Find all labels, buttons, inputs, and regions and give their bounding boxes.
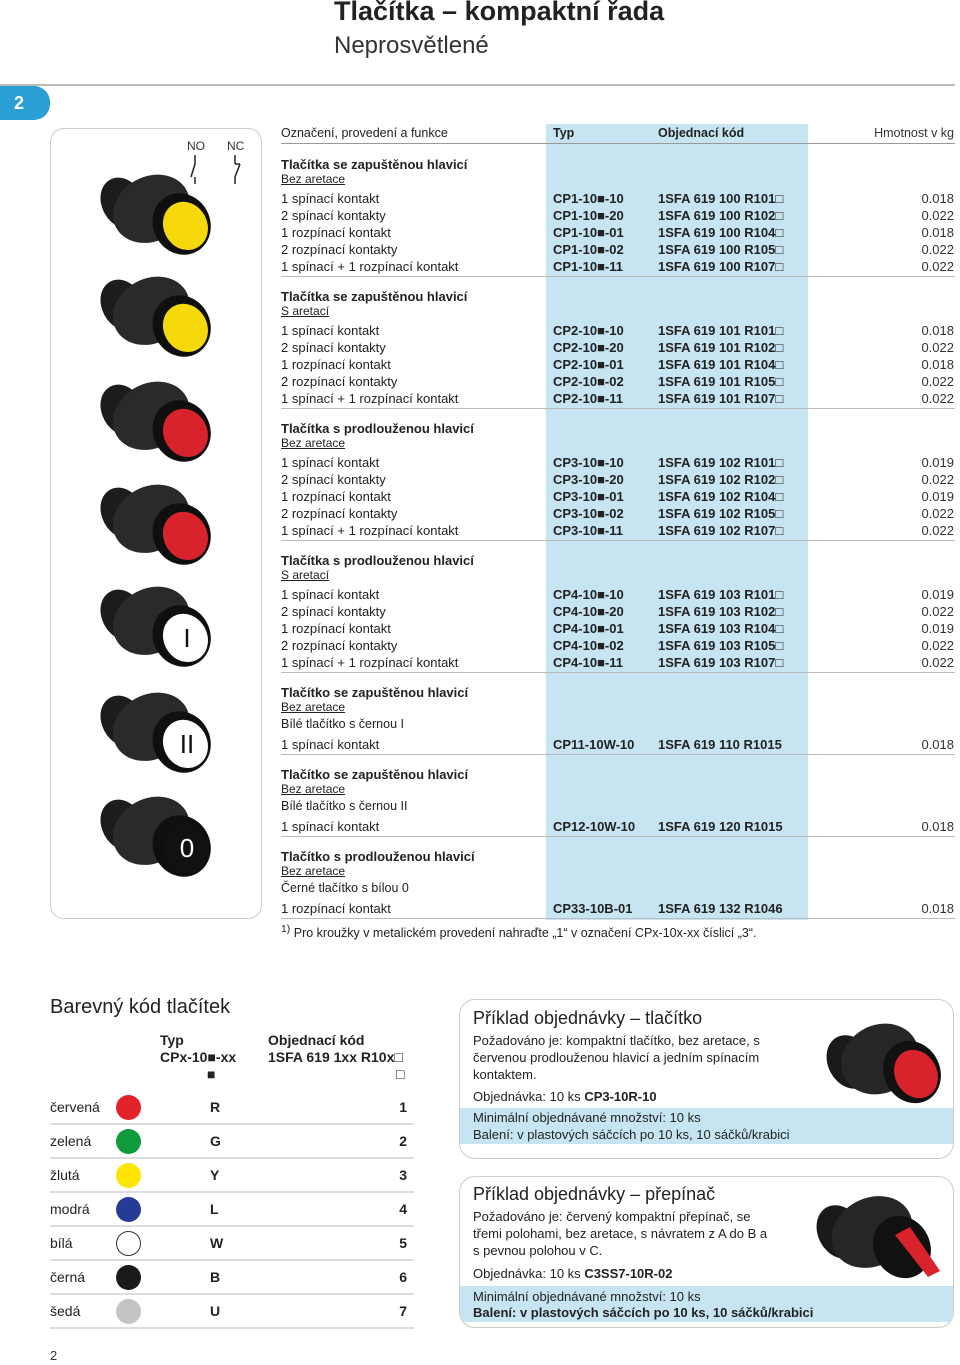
color-number: 7: [399, 1303, 407, 1319]
pushbutton-image: [91, 789, 221, 884]
row-description: 1 spínací kontakt: [281, 323, 380, 338]
footnote-mark: 1): [281, 924, 291, 935]
table-row: [281, 505, 955, 522]
color-typ-label: Typ: [160, 1032, 184, 1048]
color-code-row: [50, 1227, 414, 1261]
row-order-code: 1SFA 619 100 R101□: [658, 191, 784, 206]
group-note: Bílé tlačítko s černou I: [281, 717, 404, 731]
color-swatch: [116, 1197, 141, 1222]
color-typ-value: CPx-10■-xx: [160, 1049, 237, 1065]
group-divider: [281, 276, 955, 277]
color-name: modrá: [50, 1201, 90, 1217]
row-description: 1 rozpínací kontakt: [281, 489, 391, 504]
header-code: Objednací kód: [658, 126, 745, 140]
color-letter: B: [210, 1269, 221, 1285]
row-type: CP4-10■-20: [553, 604, 624, 619]
row-description: 1 spínací kontakt: [281, 737, 380, 752]
row-order-code: 1SFA 619 103 R104□: [658, 621, 784, 636]
row-order-code: 1SFA 619 102 R101□: [658, 455, 784, 470]
group-title: Tlačítka s prodlouženou hlavicí: [281, 421, 474, 436]
color-swatch: [116, 1299, 141, 1324]
row-weight: 0.018: [921, 191, 954, 206]
table-row: [281, 900, 955, 917]
group-subtitle: Bez aretace: [281, 782, 346, 796]
row-weight: 0.022: [921, 242, 954, 257]
no-label: NO: [187, 139, 205, 153]
table-row: [281, 654, 955, 671]
group-subtitle: Bez aretace: [281, 864, 346, 878]
color-letter: U: [210, 1303, 221, 1319]
row-description: 1 spínací kontakt: [281, 587, 380, 602]
page-subtitle: Neprosvětlené: [334, 32, 489, 59]
table-row: [281, 356, 955, 373]
page-number: 2: [50, 1348, 58, 1363]
color-name: šedá: [50, 1303, 81, 1319]
pushbutton-cap-label: I: [183, 623, 191, 653]
row-type: CP1-10■-10: [553, 191, 624, 206]
group-subtitle: Bez aretace: [281, 700, 346, 714]
color-swatch: [116, 1231, 141, 1256]
table-header: [281, 124, 955, 144]
row-weight: 0.018: [921, 357, 954, 372]
row-order-code: 1SFA 619 132 R1046: [658, 901, 783, 916]
color-code-mark: □: [396, 1066, 405, 1082]
row-weight: 0.022: [921, 391, 954, 406]
example1-packing: Balení: v plastových sáčcích po 10 ks, 10 sáčků/krabici: [473, 1127, 790, 1142]
pushbutton-image: [91, 167, 221, 262]
table-row: [281, 339, 955, 356]
table-row: [281, 620, 955, 637]
group-divider: [281, 754, 955, 755]
color-number: 3: [399, 1167, 407, 1183]
pushbutton-image: [91, 579, 221, 674]
color-code-title: Barevný kód tlačítek: [50, 996, 231, 1018]
table-row: [281, 637, 955, 654]
row-order-code: 1SFA 619 102 R104□: [658, 489, 784, 504]
example1-order-label: Objednávka: 10 ks: [473, 1089, 581, 1104]
pushbutton-cap-label: 0: [179, 833, 195, 863]
example2-info-band: [460, 1286, 954, 1322]
row-type: CP4-10■-01: [553, 621, 624, 636]
row-weight: 0.022: [921, 523, 954, 538]
row-type: CP12-10W-10: [553, 819, 636, 834]
color-code-row: [50, 1295, 414, 1329]
table-row: [281, 322, 955, 339]
color-typ-mark: ■: [207, 1066, 216, 1082]
row-type: CP1-10■-11: [553, 259, 624, 274]
group-title: Tlačítko s prodlouženou hlavicí: [281, 849, 475, 864]
pushbutton-image: [91, 685, 221, 780]
row-weight: 0.018: [921, 737, 954, 752]
row-type: CP2-10■-10: [553, 323, 624, 338]
color-number: 5: [399, 1235, 407, 1251]
color-number: 6: [399, 1269, 407, 1285]
color-name: bílá: [50, 1235, 73, 1251]
example2-min-qty: Minimální objednávané množství: 10 ks: [473, 1289, 701, 1304]
row-type: CP1-10■-20: [553, 208, 624, 223]
color-code-row: [50, 1125, 414, 1159]
table-row: [281, 190, 955, 207]
example1-order: [473, 1089, 657, 1104]
table-row: [281, 736, 955, 753]
row-order-code: 1SFA 619 103 R105□: [658, 638, 784, 653]
example1-info-band: [460, 1108, 954, 1144]
color-letter: L: [210, 1201, 219, 1217]
row-order-code: 1SFA 619 101 R104□: [658, 357, 784, 372]
table-row: [281, 373, 955, 390]
color-name: zelená: [50, 1133, 92, 1149]
row-order-code: 1SFA 619 120 R1015: [658, 819, 783, 834]
row-weight: 0.022: [921, 638, 954, 653]
color-number: 1: [399, 1099, 407, 1115]
row-type: CP2-10■-02: [553, 374, 624, 389]
row-type: CP3-10■-02: [553, 506, 624, 521]
row-order-code: 1SFA 619 103 R101□: [658, 587, 784, 602]
color-letter: R: [210, 1099, 221, 1115]
row-description: 1 spínací + 1 rozpínací kontakt: [281, 391, 459, 406]
row-type: CP2-10■-20: [553, 340, 624, 355]
table-row: [281, 522, 955, 539]
nc-label: NC: [227, 139, 245, 153]
table-row: [281, 390, 955, 407]
row-weight: 0.022: [921, 374, 954, 389]
row-order-code: 1SFA 619 100 R107□: [658, 259, 784, 274]
pushbutton-image: [91, 477, 221, 572]
color-code-row: [50, 1261, 414, 1295]
color-letter: G: [210, 1133, 221, 1149]
row-order-code: 1SFA 619 100 R105□: [658, 242, 784, 257]
order-example-button: [459, 999, 954, 1159]
pushbutton-red-image: [820, 1014, 950, 1109]
order-example-selector: [459, 1176, 954, 1328]
table-row: [281, 586, 955, 603]
group-title: Tlačítko se zapuštěnou hlavicí: [281, 767, 469, 782]
example2-order-label: Objednávka: 10 ks: [473, 1266, 581, 1281]
row-type: CP3-10■-20: [553, 472, 624, 487]
table-row: [281, 488, 955, 505]
row-description: 1 rozpínací kontakt: [281, 621, 391, 636]
table-row: [281, 471, 955, 488]
color-name: červená: [50, 1099, 100, 1115]
pushbutton-image: [91, 374, 221, 469]
product-image-panel: [50, 128, 262, 919]
row-order-code: 1SFA 619 102 R102□: [658, 472, 784, 487]
example2-order-code: C3SS7-10R-02: [584, 1266, 673, 1281]
row-weight: 0.022: [921, 340, 954, 355]
row-order-code: 1SFA 619 100 R102□: [658, 208, 784, 223]
group-divider: [281, 408, 955, 409]
group-title: Tlačítka se zapuštěnou hlavicí: [281, 289, 468, 304]
group-title: Tlačítka s prodlouženou hlavicí: [281, 553, 474, 568]
color-code-row: [50, 1193, 414, 1227]
group-note: Bílé tlačítko s černou II: [281, 799, 408, 813]
row-description: 2 rozpínací kontakty: [281, 374, 398, 389]
row-type: CP33-10B-01: [553, 901, 633, 916]
example2-packing: Balení: v plastových sáčcích po 10 ks, 10 sáčků/krabici: [473, 1305, 814, 1320]
color-swatch: [116, 1163, 141, 1188]
example2-order: [473, 1266, 672, 1281]
row-description: 2 spínací kontakty: [281, 604, 386, 619]
table-row: [281, 224, 955, 241]
row-weight: 0.019: [921, 587, 954, 602]
color-code-row: [50, 1091, 414, 1125]
row-type: CP4-10■-02: [553, 638, 624, 653]
row-type: CP4-10■-10: [553, 587, 624, 602]
group-subtitle: S aretací: [281, 568, 330, 582]
color-code-label: Objednací kód: [268, 1032, 365, 1048]
row-order-code: 1SFA 619 110 R1015: [658, 737, 782, 752]
chapter-tab: 2: [0, 86, 50, 120]
group-subtitle: Bez aretace: [281, 436, 346, 450]
table-row: [281, 603, 955, 620]
row-type: CP2-10■-11: [553, 391, 624, 406]
header-desc: Označení, provedení a funkce: [281, 126, 448, 140]
row-description: 2 spínací kontakty: [281, 472, 386, 487]
row-order-code: 1SFA 619 102 R107□: [658, 523, 784, 538]
example1-desc: Požadováno je: kompaktní tlačítko, bez aretace, s červenou prodlouženou hlavicí a jedním spínacím kontaktem.: [473, 1033, 760, 1082]
group-divider: [281, 672, 955, 673]
row-weight: 0.022: [921, 472, 954, 487]
page-title: Tlačítka – kompaktní řada: [334, 0, 665, 26]
row-weight: 0.022: [921, 655, 954, 670]
row-weight: 0.018: [921, 323, 954, 338]
color-name: černá: [50, 1269, 86, 1285]
table-row: [281, 207, 955, 224]
row-description: 2 rozpínací kontakty: [281, 242, 398, 257]
color-number: 2: [399, 1133, 407, 1149]
color-swatch: [116, 1265, 141, 1290]
row-type: CP1-10■-02: [553, 242, 624, 257]
row-description: 2 rozpínací kontakty: [281, 638, 398, 653]
pushbutton-cap-label: II: [179, 729, 195, 759]
footnote: [281, 924, 756, 940]
header-weight: Hmotnost v kg: [874, 126, 954, 140]
row-weight: 0.022: [921, 259, 954, 274]
row-description: 1 spínací + 1 rozpínací kontakt: [281, 523, 459, 538]
row-order-code: 1SFA 619 103 R102□: [658, 604, 784, 619]
example1-title: Příklad objednávky – tlačítko: [473, 1008, 703, 1028]
example1-min-qty: Minimální objednávané množství: 10 ks: [473, 1110, 701, 1125]
header-typ: Typ: [553, 126, 575, 140]
row-weight: 0.019: [921, 455, 954, 470]
row-description: 1 spínací + 1 rozpínací kontakt: [281, 259, 459, 274]
row-type: CP11-10W-10: [553, 737, 635, 752]
color-code-row: [50, 1159, 414, 1193]
row-order-code: 1SFA 619 101 R105□: [658, 374, 784, 389]
row-description: 2 rozpínací kontakty: [281, 506, 398, 521]
example2-title: Příklad objednávky – přepínač: [473, 1184, 716, 1204]
row-description: 1 spínací kontakt: [281, 191, 380, 206]
row-type: CP3-10■-11: [553, 523, 624, 538]
row-order-code: 1SFA 619 101 R107□: [658, 391, 784, 406]
row-description: 2 spínací kontakty: [281, 340, 386, 355]
group-title: Tlačítko se zapuštěnou hlavicí: [281, 685, 469, 700]
group-divider: [281, 836, 955, 837]
row-order-code: 1SFA 619 103 R107□: [658, 655, 784, 670]
color-letter: W: [210, 1235, 224, 1251]
table-row: [281, 454, 955, 471]
row-description: 1 spínací kontakt: [281, 455, 380, 470]
table-row: [281, 818, 955, 835]
row-weight: 0.019: [921, 621, 954, 636]
table-row: [281, 241, 955, 258]
row-weight: 0.022: [921, 506, 954, 521]
example1-order-code: CP3-10R-10: [584, 1089, 657, 1104]
row-description: 2 spínací kontakty: [281, 208, 386, 223]
footnote-text: Pro kroužky v metalickém provedení nahraďte „1“ v označení CPx-10x-xx číslicí „3“.: [293, 926, 757, 941]
row-description: 1 rozpínací kontakt: [281, 225, 391, 240]
color-name: žlutá: [50, 1167, 80, 1183]
row-order-code: 1SFA 619 101 R102□: [658, 340, 784, 355]
group-divider: [281, 540, 955, 541]
group-note: Černé tlačítko s bílou 0: [281, 881, 409, 895]
row-order-code: 1SFA 619 102 R105□: [658, 506, 784, 521]
group-subtitle: Bez aretace: [281, 172, 346, 186]
row-description: 1 rozpínací kontakt: [281, 357, 391, 372]
row-weight: 0.022: [921, 208, 954, 223]
group-divider: [281, 918, 955, 919]
chapter-divider: [0, 84, 955, 86]
row-type: CP4-10■-11: [553, 655, 624, 670]
color-letter: Y: [210, 1167, 220, 1183]
row-type: CP2-10■-01: [553, 357, 624, 372]
group-title: Tlačítka se zapuštěnou hlavicí: [281, 157, 468, 172]
example2-desc: Požadováno je: červený kompaktní přepínač, se třemi polohami, bez aretace, s návratem z A do B a s pevnou polohou v C.: [473, 1209, 768, 1258]
color-swatch: [116, 1129, 141, 1154]
row-description: 1 rozpínací kontakt: [281, 901, 391, 916]
table-row: [281, 258, 955, 275]
row-weight: 0.022: [921, 604, 954, 619]
row-description: 1 spínací kontakt: [281, 819, 380, 834]
row-weight: 0.018: [921, 225, 954, 240]
selector-switch-red-image: [810, 1187, 950, 1287]
row-type: CP3-10■-01: [553, 489, 624, 504]
row-description: 1 spínací + 1 rozpínací kontakt: [281, 655, 459, 670]
color-swatch: [116, 1095, 141, 1120]
row-order-code: 1SFA 619 101 R101□: [658, 323, 784, 338]
color-code-value: 1SFA 619 1xx R10x□: [268, 1049, 403, 1065]
row-weight: 0.018: [921, 819, 954, 834]
row-weight: 0.018: [921, 901, 954, 916]
row-type: CP1-10■-01: [553, 225, 624, 240]
row-type: CP3-10■-10: [553, 455, 624, 470]
row-order-code: 1SFA 619 100 R104□: [658, 225, 784, 240]
pushbutton-image: [91, 269, 221, 364]
color-number: 4: [399, 1201, 407, 1217]
row-weight: 0.019: [921, 489, 954, 504]
group-subtitle: S aretací: [281, 304, 330, 318]
